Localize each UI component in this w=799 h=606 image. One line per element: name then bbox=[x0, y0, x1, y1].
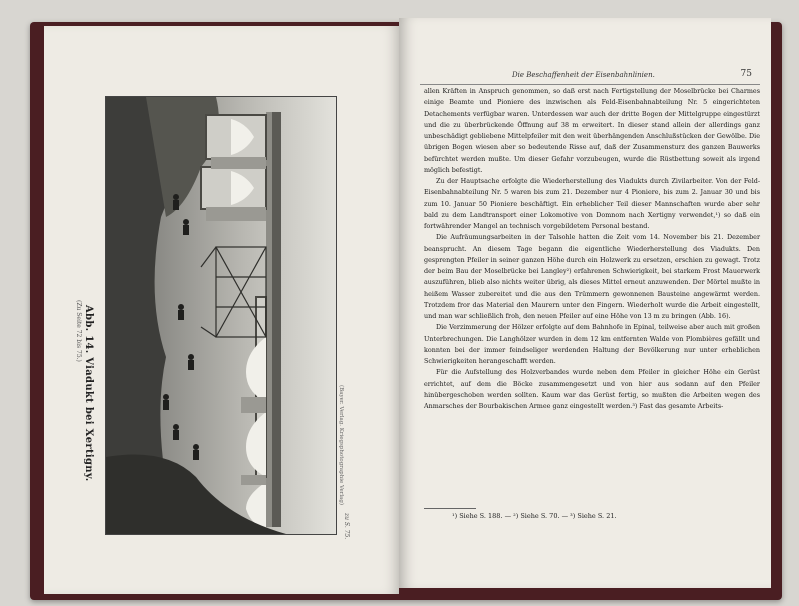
paragraph: Die Verzimmerung der Hölzer erfolgte auf dem Bahnhofe in Epinal, teilweise aber auch mit großen Unterbrechungen. Die Langhölzer wurden in dem 12 km entfernten Walde von Plombières gefällt und konnten bei der immer feindseliger werdenden Haltung der Bevölkerung nur unter erheblichen Schwierigkeiten herangeschafft werden. bbox=[424, 323, 760, 365]
paragraph: allen Kräften in Anspruch genommen, so daß erst nach Fertigstellung der Moselbrücke bei Charmes einige Beamte und Pioniere des inzwischen als Feld-Eisenbahnabteilung Nr. 5 eingerichteten Detachements verfügbar waren. Unterdessen war auch der dritte Bogen der Mittelgruppe eingestürzt und die zu überbrückende Öffnung auf 38 m erweitert. In dieser stand allein der allerdings ganz unbeschädigt gebliebene Mittelpfeiler mit den weit überhängenden Anschlußstücken der Gewölbe. Die übrigen Bogen wiesen aber so bedeutende Risse auf, daß der Zusammensturz des ganzen Bauwerks befürchtet werden mußte. Um dieser Gefahr vorzubeugen, wurde die Rüstbettung soweit als irgend möglich befestigt. bbox=[424, 87, 760, 174]
running-head bbox=[420, 70, 760, 85]
paragraph: Die Aufräumungsarbeiten in der Talsohle hatten die Zeit vom 14. November bis 21. Dezember beansprucht. An diesem Tage begann die eigentliche Wiederherstellung des Viadukts. Den gesprengten Pfeiler in seiner ganzen Höhe durch ein Holzwerk zu ersetzen, erschien zu gewagt. Trotz der beim Bau der Moselbrücke bei Langley²) erfahrenen Schwierigkeit, bei starkem Frost Mauerwerk auszuführen, blieb also nichts weiter übrig, als dieses Mittel erneut anzuwenden. Der Mörtel mußte in heißem Wasser zubereitet und die aus den Trümmern gewonnenen Bausteine angewärmt werden. Trotzdem fror das Material den Maurern unter den Fingern. Wiederholt wurde die Arbeit eingestellt, und man war schließlich froh, den neuen Pfeiler auf eine Höhe von 13 m zu bringen (Abb. 16). bbox=[424, 233, 760, 320]
plate-caption-subtitle: (Zu Seite 72 bis 75.) bbox=[75, 300, 82, 362]
running-head-title: Die Beschaffenheit der Eisenbahnlinien. bbox=[512, 71, 655, 79]
paragraph: Für die Aufstellung des Holzverbandes wurde neben dem Pfeiler in gleicher Höhe ein Gerüst errichtet, auf dem die Böcke zusammengesetzt und von hier aus sodann auf den Pfeiler hinübergeschoben werden sollten. Kaum war das Gerüst fertig, so mußten die Arbeiten wegen des Anmarsches der Bourbakischen Armee ganz eingestellt werden.³) Fast das gesamte Arbeits- bbox=[424, 368, 760, 410]
body-text bbox=[424, 86, 760, 412]
plate-caption-title: Abb. 14. Viadukt bei Xertigny. bbox=[83, 305, 94, 482]
paragraph: Zu der Hauptsache erfolgte die Wiederherstellung des Viadukts durch Zivilarbeiter. Von der Feld-Eisenbahnabteilung Nr. 5 waren bis zum 21. Dezember nur 4 Pioniere, bis zum 2. Januar 30 und bis zum 10. Januar 50 Pioniere beschäftigt. Ein erheblicher Teil dieser Mannschaften wurde aber sehr bald zu dem Landtransport einer Lokomotive von Domnom nach Xertigny verwendet,¹) so daß ein fortwährender Mangel an technisch vorgebildetem Personal bestand. bbox=[424, 177, 760, 230]
footnote: ¹) Siehe S. 188. — ²) Siehe S. 70. — ³) Siehe S. 21. bbox=[452, 512, 617, 520]
page-number: 75 bbox=[740, 69, 752, 79]
plate-credit: (Bayer. Verlag. Kriegsphotographie Verlag) bbox=[338, 385, 344, 506]
viaduct-photo bbox=[105, 96, 337, 535]
footnote-rule bbox=[424, 508, 476, 509]
plate-mark: zu S. 75. bbox=[343, 513, 350, 540]
